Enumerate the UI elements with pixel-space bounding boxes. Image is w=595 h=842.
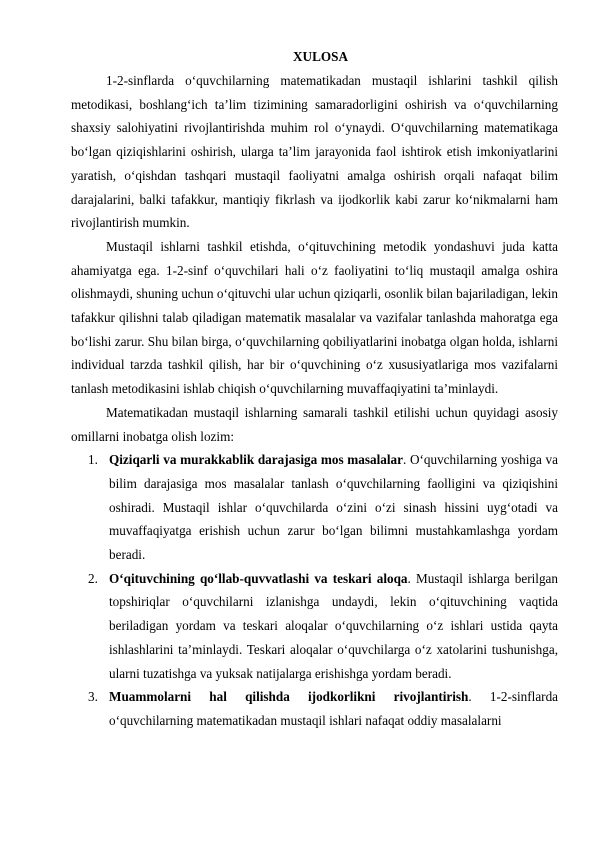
paragraph-2: Mustaqil ishlarni tashkil etishda, o‘qituvchining metodik yondashuvi juda katta ahamiyatga ega. 1-2-sinf o‘quvchilari hali o‘z faoliyatini to‘liq mustaqil amalga oshira olishmaydi, shuning uchun o‘qituvchi ular uchun qiziqarli, osonlik bilan bajariladigan, lekin tafakkur qilishni talab qiladigan matematik masalalar va vazifalar tanlashda mahoratga ega bo‘lishi zarur. Shu bilan birga, o‘quvchilarning qobiliyatlarini inobatga olgan holda, ishlarni individual tarzda tashkil qilish, har bir o‘quvchining o‘z xususiyatlariga mos vazifalarni tanlash metodikasini ishlab chiqish o‘quvchilarning muvaffaqiyatini ta’minlaydi. [71,238,558,397]
list-item [71,448,558,567]
list-number: 1. [88,452,98,468]
list-item-text: . 1-2-sinflarda o‘quvchilarning matematikadan mustaqil ishlari nafaqat oddiy masalalarni [109,689,559,728]
list-item-text: . O‘quvchilarning yoshiga va bilim darajasiga mos masalalar tanlash o‘quvchilarning faolligini va qiziqishini oshiradi. Mustaqil ishlar o‘quvchilarda o‘zini o‘zi sinash hissini uyg‘otadi va muvaffaqiyatga erishish uchun zarur bo‘lgan bilimni mustahkamlashga yordam beradi. [109,452,558,563]
paragraph-1: 1-2-sinflarda o‘quvchilarning matematikadan mustaqil ishlarini tashkil qilish metodikasi, boshlang‘ich ta’lim tizimining samaradorligini oshirish va o‘quvchilarning shaxsiy salohiyatini rivojlantirishda muhim rol o‘ynaydi. O‘quvchilarning matematikaga bo‘lgan qiziqishlarini oshirish, ularga ta’lim jarayonida faol ishtirok etish imkoniyatlarini yaratish, o‘qishdan tashqari mustaqil faoliyatni amalga oshirish orqali nafaqat bilim darajalarini, balki tafakkur, mantiqiy fikrlash va ijodkorlik kabi zarur ko‘nikmalarni ham rivojlantirish mumkin. [71,73,558,231]
list-item-text: . Mustaqil ishlarga berilgan topshiriqlar o‘quvchilarni izlanishga undaydi, lekin o‘qituvchining vaqtida beriladigan yordam va teskari aloqalar o‘quvchilarning o‘z ishlari ustida qayta ishlashlarini ta’minlaydi. Teskari aloqalar o‘quvchilarga o‘z xatolarini tushunishga, ularni tuzatishga va yuksak natijalarga erishishga yordam beradi. [109,570,558,681]
list-item [71,685,558,732]
list-number: 3. [88,689,98,705]
page-title: XULOSA [293,49,348,64]
list-item [71,567,558,686]
paragraph-3: Matematikadan mustaqil ishlarning samarali tashkil etilishi uchun quyidagi asosiy omillarni inobatga olish lozim: [71,404,558,444]
list-item-heading: O‘qituvchining qo‘llab-quvvatlashi va teskari aloqa [109,570,408,586]
document-body [71,49,559,733]
factor-list [71,448,558,732]
list-item-heading: Qiziqarli va murakkablik darajasiga mos masalalar [109,452,403,468]
list-number: 2. [88,570,98,586]
list-item-heading: Muammolarni hal qilishda ijodkorlikni rivojlantirish [109,689,469,705]
